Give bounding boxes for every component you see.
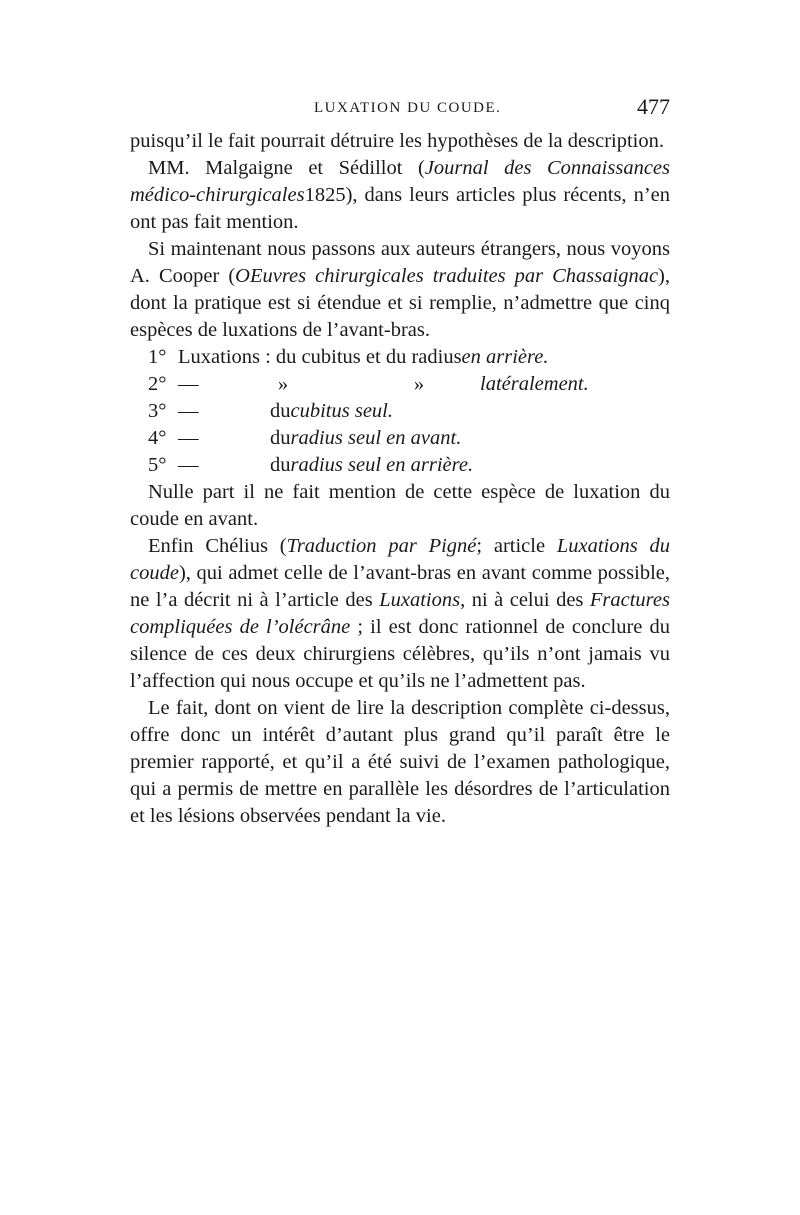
paragraph-6-text: Le fait, dont on vient de lire la description complète ci-dessus, offre donc un intérêt d’autant plus grand qu’il paraît être le premier rapporté, et qu’il a été suivi de l’examen pathologique, qui a permis de mettre en parallèle les désordres de l’articulation et les lésions observées pendant la vie. <box>130 697 670 827</box>
list-number: 5° <box>148 454 167 476</box>
ditto-dash: — <box>178 454 199 476</box>
list-text-italic: en arrière. <box>461 346 549 368</box>
paragraph-1 <box>130 128 670 155</box>
paragraph-4-text: Nulle part il ne fait mention de cette espèce de luxation du coude en avant. <box>130 481 670 530</box>
article-title: Fractures compliquées de l’olécrâne <box>130 589 670 638</box>
paragraph-5 <box>130 533 670 695</box>
list-item <box>130 371 670 398</box>
paragraph-2-text-end: 1825), dans leurs articles plus récents, n’en ont pas fait mention. <box>130 184 670 233</box>
list-text-italic: radius seul en arrière. <box>290 454 474 476</box>
list-number: 1° <box>148 346 167 368</box>
work-title: OEuvres chirurgicales traduites par Chassaignac <box>235 265 659 287</box>
list-number: 2° <box>148 373 167 395</box>
list-text-italic: latéralement. <box>480 373 589 395</box>
list-item <box>130 398 670 425</box>
paragraph-1-text: puisqu’il le fait pourrait détruire les hypothèses de la description. <box>130 130 664 152</box>
paragraph-2-text: MM. Malgaigne et Sédillot ( <box>148 157 425 179</box>
ditto-mark: » <box>413 373 425 395</box>
ditto-dash: — <box>178 427 199 449</box>
list-text-italic: radius seul en avant. <box>290 427 462 449</box>
paragraph-2 <box>130 155 670 236</box>
page-body <box>130 128 670 830</box>
paragraph-4 <box>130 479 670 533</box>
list-text: Luxations : du cubitus et du radius <box>178 346 462 368</box>
paragraph-5-text: Enfin Chélius ( <box>148 535 287 557</box>
paragraph-5-text-end: ; il est donc rationnel de conclure du silence de ces deux chirurgiens célèbres, qu’ils n’ont jamais vu l’affection qui nous occupe et qu’ils ne l’admettent pas. <box>130 616 670 692</box>
luxation-list <box>130 344 670 479</box>
paragraph-3-text-end: ), dont la pratique est si étendue et si remplie, n’admettre que cinq espèces de luxations de l’avant-bras. <box>130 265 670 341</box>
ditto-dash: — <box>178 373 199 395</box>
paragraph-5-text: ), qui admet celle de l’avant-bras en avant comme possible, ne l’a décrit ni à l’article des <box>130 562 670 611</box>
paragraph-3 <box>130 236 670 344</box>
paragraph-3-text: Si maintenant nous passons aux auteurs étrangers, nous voyons A. Cooper ( <box>130 238 670 287</box>
work-title: Traduction par Pigné <box>286 535 477 557</box>
journal-title: Journal des Connaissances médico-chirurgicales <box>130 157 670 206</box>
list-number: 3° <box>148 400 167 422</box>
article-title: Luxations <box>379 589 461 611</box>
page-header <box>130 94 670 124</box>
list-item <box>130 452 670 479</box>
paragraph-5-text: ; article <box>476 535 557 557</box>
paragraph-6 <box>130 695 670 830</box>
ditto-mark: » <box>277 373 289 395</box>
list-text: du <box>270 400 291 422</box>
list-number: 4° <box>148 427 167 449</box>
list-item <box>130 344 670 371</box>
paragraph-5-text: , ni à celui des <box>460 589 590 611</box>
page-number: 477 <box>637 94 670 119</box>
list-item <box>130 425 670 452</box>
ditto-dash: — <box>178 400 199 422</box>
running-title: LUXATION DU COUDE. <box>314 100 502 116</box>
article-title: Luxations du coude <box>130 535 670 584</box>
list-text-italic: cubitus seul. <box>290 400 393 422</box>
list-text: du <box>270 427 291 449</box>
list-text: du <box>270 454 291 476</box>
